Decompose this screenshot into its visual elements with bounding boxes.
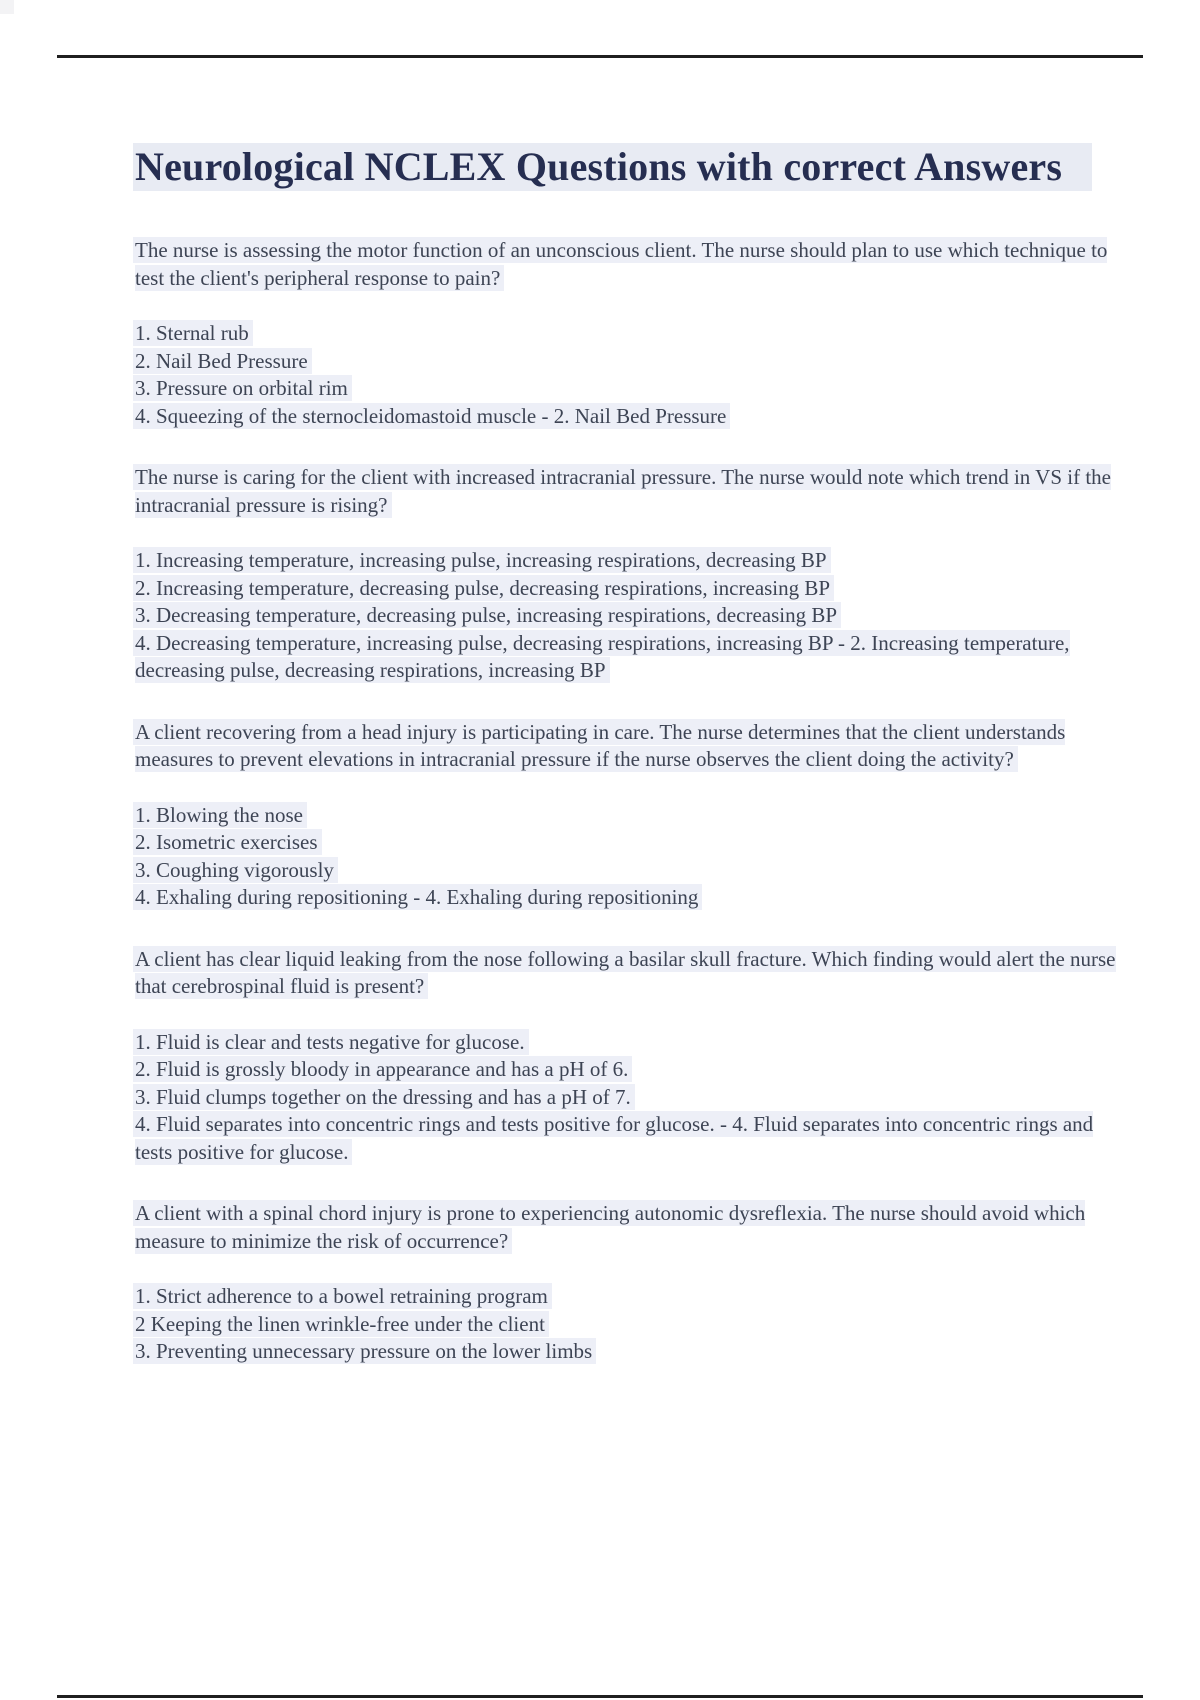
option-text: 3. Pressure on orbital rim bbox=[133, 375, 352, 401]
option-line bbox=[135, 1311, 1117, 1339]
question-2-highlight: The nurse is caring for the client with increased intracranial pressure. The nurse would note which trend in VS if the intracranial pressure is rising? bbox=[135, 465, 1112, 517]
option-line bbox=[135, 1111, 1117, 1166]
option-line bbox=[135, 547, 1117, 575]
question-3-options bbox=[135, 802, 1117, 912]
question-5-text bbox=[135, 1200, 1117, 1255]
question-block-4 bbox=[135, 946, 1117, 1167]
question-3-highlight: A client recovering from a head injury is participating in care. The nurse determines that the client understands measures to prevent elevations in intracranial pressure if the nurse observes the client doing the activity? bbox=[135, 719, 1066, 771]
option-text: 3. Fluid clumps together on the dressing and has a pH of 7. bbox=[133, 1084, 635, 1110]
question-5-highlight: A client with a spinal chord injury is prone to experiencing autonomic dysreflexia. The nurse should avoid which measure to minimize the risk of occurrence? bbox=[135, 1201, 1086, 1253]
question-block-5 bbox=[135, 1200, 1117, 1366]
option-line bbox=[135, 348, 1117, 376]
option-line bbox=[135, 1283, 1117, 1311]
page-title: Neurological NCLEX Questions with correct Answers bbox=[133, 143, 1092, 191]
option-text: 2. Isometric exercises bbox=[133, 829, 322, 855]
option-text: 1. Blowing the nose bbox=[133, 802, 307, 828]
option-text: 1. Fluid is clear and tests negative for glucose. bbox=[133, 1029, 529, 1055]
option-line bbox=[135, 575, 1117, 603]
question-5-options bbox=[135, 1283, 1117, 1366]
question-1-text bbox=[135, 237, 1117, 292]
option-line bbox=[135, 1084, 1117, 1112]
bottom-horizontal-rule bbox=[57, 1695, 1143, 1698]
question-block-3 bbox=[135, 719, 1117, 912]
question-4-highlight: A client has clear liquid leaking from the nose following a basilar skull fracture. Which finding would alert the nurse that cerebrospinal fluid is present? bbox=[135, 946, 1116, 998]
option-line bbox=[135, 403, 1117, 431]
option-text: 2 Keeping the linen wrinkle-free under the client bbox=[133, 1311, 549, 1337]
option-line bbox=[135, 1056, 1117, 1084]
option-text: 1. Strict adherence to a bowel retraining program bbox=[133, 1283, 552, 1309]
option-line bbox=[135, 802, 1117, 830]
option-line bbox=[135, 375, 1117, 403]
question-4-text bbox=[135, 946, 1117, 1001]
option-line bbox=[135, 602, 1117, 630]
document-content bbox=[135, 0, 1117, 1400]
question-block-2 bbox=[135, 464, 1117, 685]
question-block-1 bbox=[135, 237, 1117, 430]
option-text: 3. Preventing unnecessary pressure on the lower limbs bbox=[133, 1338, 596, 1364]
question-4-options bbox=[135, 1029, 1117, 1167]
question-1-options bbox=[135, 320, 1117, 430]
option-text: 1. Increasing temperature, increasing pulse, increasing respirations, decreasing BP bbox=[133, 547, 831, 573]
question-2-options bbox=[135, 547, 1117, 685]
option-text: 4. Fluid separates into concentric rings and tests positive for glucose. - 4. Fluid separates into concentric rings and tests positive for glucose. bbox=[135, 1112, 1094, 1164]
option-text: 3. Coughing vigorously bbox=[133, 857, 338, 883]
option-text: 1. Sternal rub bbox=[133, 320, 253, 346]
question-2-text bbox=[135, 464, 1117, 519]
question-1-highlight: The nurse is assessing the motor function of an unconscious client. The nurse should plan to use which technique to test the client's peripheral response to pain? bbox=[135, 238, 1108, 290]
question-3-text bbox=[135, 719, 1117, 774]
option-line bbox=[135, 884, 1117, 912]
option-text: 4. Squeezing of the sternocleidomastoid muscle - 2. Nail Bed Pressure bbox=[133, 403, 730, 429]
option-text: 3. Decreasing temperature, decreasing pulse, increasing respirations, decreasing BP bbox=[133, 602, 841, 628]
option-text: 2. Increasing temperature, decreasing pulse, decreasing respirations, increasing BP bbox=[133, 575, 834, 601]
option-text: 2. Nail Bed Pressure bbox=[133, 348, 312, 374]
option-line bbox=[135, 1029, 1117, 1057]
option-line bbox=[135, 630, 1117, 685]
option-text: 2. Fluid is grossly bloody in appearance and has a pH of 6. bbox=[133, 1056, 632, 1082]
option-line bbox=[135, 320, 1117, 348]
option-line bbox=[135, 857, 1117, 885]
option-line bbox=[135, 1338, 1117, 1366]
option-line bbox=[135, 829, 1117, 857]
option-text: 4. Exhaling during repositioning - 4. Exhaling during repositioning bbox=[133, 884, 702, 910]
corner-artifact bbox=[0, 0, 14, 14]
option-text: 4. Decreasing temperature, increasing pulse, decreasing respirations, increasing BP - 2. Increasing temperature, decreasing pulse, decreasing respirations, increasing BP bbox=[135, 630, 1070, 682]
